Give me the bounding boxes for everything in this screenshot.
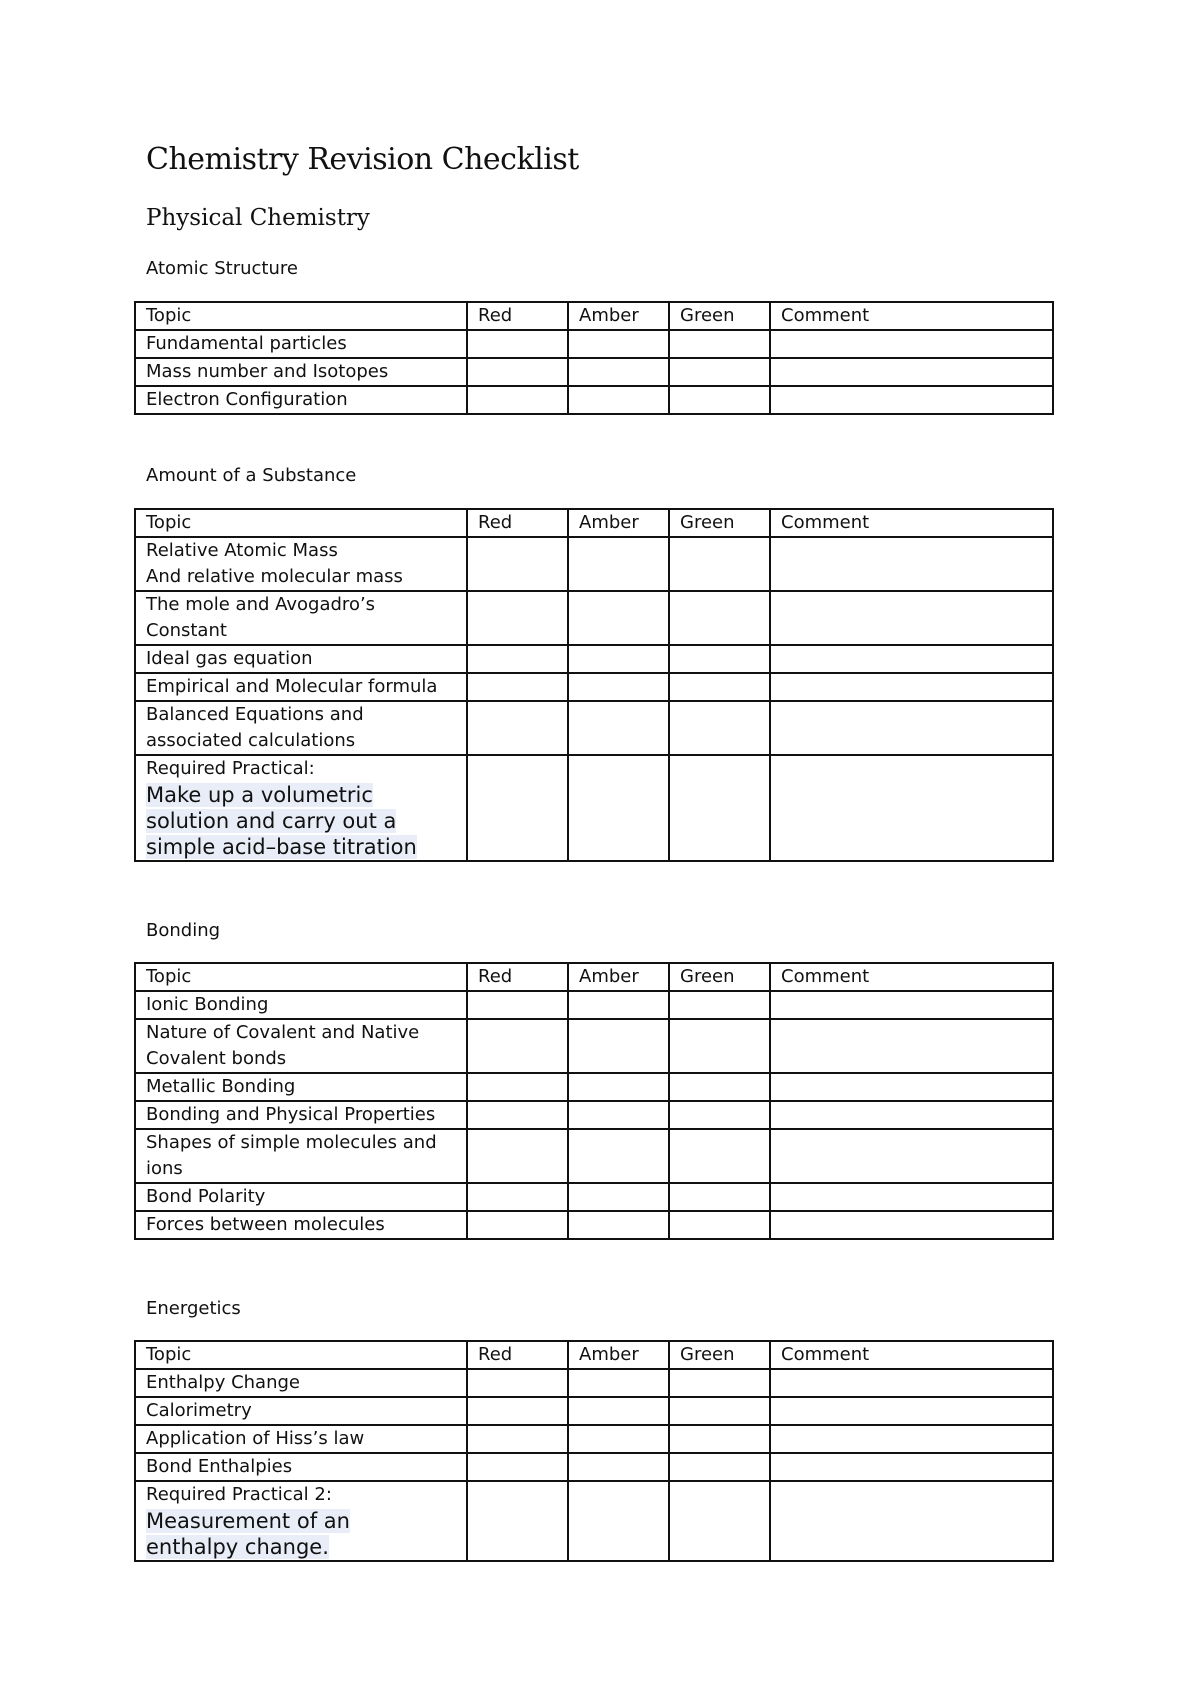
red-rating-cell[interactable] bbox=[467, 1183, 568, 1211]
amber-rating-cell[interactable] bbox=[568, 755, 669, 861]
green-rating-cell[interactable] bbox=[669, 1453, 770, 1481]
red-rating-cell[interactable] bbox=[467, 755, 568, 861]
page-title: Chemistry Revision Checklist bbox=[146, 142, 579, 177]
amber-rating-cell[interactable] bbox=[568, 330, 669, 358]
required-practical-detail: Measurement of an bbox=[146, 1509, 350, 1533]
table-row bbox=[135, 755, 1053, 861]
red-rating-cell[interactable] bbox=[467, 673, 568, 701]
topic-text: Constant bbox=[146, 620, 227, 641]
table-header-row bbox=[135, 302, 1053, 330]
topic-text: Electron Configuration bbox=[146, 389, 348, 410]
column-header-comment: Comment bbox=[770, 509, 1053, 537]
column-header-amber: Amber bbox=[568, 509, 669, 537]
topic-text: Required Practical: bbox=[146, 758, 315, 779]
topic-cell bbox=[135, 358, 467, 386]
topic-cell bbox=[135, 1183, 467, 1211]
amber-rating-cell[interactable] bbox=[568, 358, 669, 386]
topic-text: Application of Hiss’s law bbox=[146, 1428, 365, 1449]
red-rating-cell[interactable] bbox=[467, 645, 568, 673]
comment-rating-cell[interactable] bbox=[770, 1183, 1053, 1211]
topic-text: Bonding and Physical Properties bbox=[146, 1104, 436, 1125]
topic-text: Enthalpy Change bbox=[146, 1372, 300, 1393]
green-rating-cell[interactable] bbox=[669, 1211, 770, 1239]
topic-text: Bond Enthalpies bbox=[146, 1456, 293, 1477]
column-header-red: Red bbox=[467, 509, 568, 537]
green-rating-cell[interactable] bbox=[669, 1073, 770, 1101]
topic-cell bbox=[135, 1101, 467, 1129]
comment-rating-cell[interactable] bbox=[770, 1369, 1053, 1397]
topic-cell bbox=[135, 701, 467, 755]
column-header-green: Green bbox=[669, 509, 770, 537]
amber-rating-cell[interactable] bbox=[568, 1183, 669, 1211]
red-rating-cell[interactable] bbox=[467, 386, 568, 414]
comment-rating-cell[interactable] bbox=[770, 673, 1053, 701]
comment-rating-cell[interactable] bbox=[770, 645, 1053, 673]
required-practical-detail: enthalpy change. bbox=[146, 1535, 329, 1559]
table-header-row bbox=[135, 509, 1053, 537]
green-rating-cell[interactable] bbox=[669, 1019, 770, 1073]
green-rating-cell[interactable] bbox=[669, 386, 770, 414]
comment-rating-cell[interactable] bbox=[770, 358, 1053, 386]
section-heading-atomic-structure: Atomic Structure bbox=[146, 258, 298, 279]
column-header-topic: Topic bbox=[135, 1341, 467, 1369]
amber-rating-cell[interactable] bbox=[568, 386, 669, 414]
page-subtitle: Physical Chemistry bbox=[146, 205, 370, 231]
green-rating-cell[interactable] bbox=[669, 330, 770, 358]
column-header-red: Red bbox=[467, 963, 568, 991]
amber-rating-cell[interactable] bbox=[568, 1397, 669, 1425]
table-row bbox=[135, 673, 1053, 701]
column-header-green: Green bbox=[669, 302, 770, 330]
red-rating-cell[interactable] bbox=[467, 1453, 568, 1481]
amber-rating-cell[interactable] bbox=[568, 1481, 669, 1561]
amber-rating-cell[interactable] bbox=[568, 537, 669, 591]
checklist-table-atomic-structure bbox=[134, 301, 1054, 415]
red-rating-cell[interactable] bbox=[467, 358, 568, 386]
comment-rating-cell[interactable] bbox=[770, 755, 1053, 861]
table-row bbox=[135, 386, 1053, 414]
column-header-green: Green bbox=[669, 963, 770, 991]
green-rating-cell[interactable] bbox=[669, 1183, 770, 1211]
table-header-row bbox=[135, 1341, 1053, 1369]
red-rating-cell[interactable] bbox=[467, 591, 568, 645]
comment-rating-cell[interactable] bbox=[770, 1397, 1053, 1425]
topic-text: Bond Polarity bbox=[146, 1186, 266, 1207]
topic-cell bbox=[135, 386, 467, 414]
topic-cell bbox=[135, 1129, 467, 1183]
topic-text: Covalent bonds bbox=[146, 1048, 287, 1069]
topic-text: Shapes of simple molecules and bbox=[146, 1132, 437, 1153]
table-row bbox=[135, 1019, 1053, 1073]
table-row bbox=[135, 1183, 1053, 1211]
green-rating-cell[interactable] bbox=[669, 358, 770, 386]
amber-rating-cell[interactable] bbox=[568, 991, 669, 1019]
amber-rating-cell[interactable] bbox=[568, 1425, 669, 1453]
comment-rating-cell[interactable] bbox=[770, 1453, 1053, 1481]
amber-rating-cell[interactable] bbox=[568, 1453, 669, 1481]
topic-cell bbox=[135, 1425, 467, 1453]
red-rating-cell[interactable] bbox=[467, 1211, 568, 1239]
green-rating-cell[interactable] bbox=[669, 991, 770, 1019]
topic-cell bbox=[135, 591, 467, 645]
green-rating-cell[interactable] bbox=[669, 1397, 770, 1425]
topic-text: Ionic Bonding bbox=[146, 994, 269, 1015]
checklist-table-energetics bbox=[134, 1340, 1054, 1562]
topic-text: Required Practical 2: bbox=[146, 1484, 332, 1505]
topic-cell bbox=[135, 1073, 467, 1101]
section-heading-energetics: Energetics bbox=[146, 1298, 241, 1319]
comment-rating-cell[interactable] bbox=[770, 386, 1053, 414]
topic-text: Empirical and Molecular formula bbox=[146, 676, 438, 697]
table-row bbox=[135, 1397, 1053, 1425]
comment-rating-cell[interactable] bbox=[770, 991, 1053, 1019]
column-header-comment: Comment bbox=[770, 963, 1053, 991]
column-header-green: Green bbox=[669, 1341, 770, 1369]
table-row bbox=[135, 991, 1053, 1019]
green-rating-cell[interactable] bbox=[669, 537, 770, 591]
checklist-table-bonding bbox=[134, 962, 1054, 1240]
topic-text: Calorimetry bbox=[146, 1400, 252, 1421]
table-row bbox=[135, 1073, 1053, 1101]
topic-cell bbox=[135, 1369, 467, 1397]
column-header-amber: Amber bbox=[568, 963, 669, 991]
required-practical-detail: simple acid–base titration bbox=[146, 835, 417, 859]
comment-rating-cell[interactable] bbox=[770, 1019, 1053, 1073]
topic-text: Fundamental particles bbox=[146, 333, 347, 354]
red-rating-cell[interactable] bbox=[467, 991, 568, 1019]
topic-text: The mole and Avogadro’s bbox=[146, 594, 376, 615]
red-rating-cell[interactable] bbox=[467, 1073, 568, 1101]
section-heading-amount-of-a-substance: Amount of a Substance bbox=[146, 465, 357, 486]
red-rating-cell[interactable] bbox=[467, 1101, 568, 1129]
topic-cell bbox=[135, 537, 467, 591]
comment-rating-cell[interactable] bbox=[770, 1101, 1053, 1129]
green-rating-cell[interactable] bbox=[669, 1101, 770, 1129]
topic-cell bbox=[135, 330, 467, 358]
topic-text: And relative molecular mass bbox=[146, 566, 403, 587]
red-rating-cell[interactable] bbox=[467, 330, 568, 358]
topic-text: Nature of Covalent and Native bbox=[146, 1022, 420, 1043]
red-rating-cell[interactable] bbox=[467, 537, 568, 591]
comment-rating-cell[interactable] bbox=[770, 537, 1053, 591]
required-practical-detail: solution and carry out a bbox=[146, 809, 397, 833]
green-rating-cell[interactable] bbox=[669, 1425, 770, 1453]
column-header-red: Red bbox=[467, 302, 568, 330]
column-header-comment: Comment bbox=[770, 302, 1053, 330]
topic-text: Forces between molecules bbox=[146, 1214, 385, 1235]
green-rating-cell[interactable] bbox=[669, 1481, 770, 1561]
section-heading-bonding: Bonding bbox=[146, 920, 221, 941]
amber-rating-cell[interactable] bbox=[568, 645, 669, 673]
topic-cell bbox=[135, 991, 467, 1019]
table-row bbox=[135, 1425, 1053, 1453]
table-header-row bbox=[135, 963, 1053, 991]
table-row bbox=[135, 1211, 1053, 1239]
topic-cell bbox=[135, 1397, 467, 1425]
topic-text: associated calculations bbox=[146, 730, 356, 751]
green-rating-cell[interactable] bbox=[669, 645, 770, 673]
topic-text: Metallic Bonding bbox=[146, 1076, 296, 1097]
green-rating-cell[interactable] bbox=[669, 1129, 770, 1183]
green-rating-cell[interactable] bbox=[669, 673, 770, 701]
red-rating-cell[interactable] bbox=[467, 1019, 568, 1073]
green-rating-cell[interactable] bbox=[669, 1369, 770, 1397]
topic-text: Balanced Equations and bbox=[146, 704, 364, 725]
green-rating-cell[interactable] bbox=[669, 591, 770, 645]
column-header-amber: Amber bbox=[568, 1341, 669, 1369]
red-rating-cell[interactable] bbox=[467, 1129, 568, 1183]
comment-rating-cell[interactable] bbox=[770, 1211, 1053, 1239]
red-rating-cell[interactable] bbox=[467, 1397, 568, 1425]
topic-cell bbox=[135, 645, 467, 673]
amber-rating-cell[interactable] bbox=[568, 1129, 669, 1183]
comment-rating-cell[interactable] bbox=[770, 1481, 1053, 1561]
table-row bbox=[135, 701, 1053, 755]
amber-rating-cell[interactable] bbox=[568, 1019, 669, 1073]
red-rating-cell[interactable] bbox=[467, 1481, 568, 1561]
amber-rating-cell[interactable] bbox=[568, 591, 669, 645]
topic-cell bbox=[135, 1481, 467, 1561]
green-rating-cell[interactable] bbox=[669, 755, 770, 861]
table-row bbox=[135, 1101, 1053, 1129]
required-practical-detail: Make up a volumetric bbox=[146, 783, 373, 807]
comment-rating-cell[interactable] bbox=[770, 1425, 1053, 1453]
comment-rating-cell[interactable] bbox=[770, 1129, 1053, 1183]
topic-cell bbox=[135, 1019, 467, 1073]
table-row bbox=[135, 358, 1053, 386]
amber-rating-cell[interactable] bbox=[568, 701, 669, 755]
amber-rating-cell[interactable] bbox=[568, 673, 669, 701]
topic-cell bbox=[135, 1211, 467, 1239]
topic-text: Ideal gas equation bbox=[146, 648, 313, 669]
table-row bbox=[135, 1453, 1053, 1481]
green-rating-cell[interactable] bbox=[669, 701, 770, 755]
amber-rating-cell[interactable] bbox=[568, 1101, 669, 1129]
amber-rating-cell[interactable] bbox=[568, 1211, 669, 1239]
amber-rating-cell[interactable] bbox=[568, 1073, 669, 1101]
topic-cell bbox=[135, 1453, 467, 1481]
table-row bbox=[135, 645, 1053, 673]
topic-cell bbox=[135, 673, 467, 701]
topic-text: Relative Atomic Mass bbox=[146, 540, 338, 561]
red-rating-cell[interactable] bbox=[467, 1425, 568, 1453]
topic-text: Mass number and Isotopes bbox=[146, 361, 389, 382]
comment-rating-cell[interactable] bbox=[770, 591, 1053, 645]
table-row bbox=[135, 1369, 1053, 1397]
column-header-comment: Comment bbox=[770, 1341, 1053, 1369]
column-header-topic: Topic bbox=[135, 509, 467, 537]
table-row bbox=[135, 1129, 1053, 1183]
column-header-topic: Topic bbox=[135, 302, 467, 330]
topic-text: ions bbox=[146, 1158, 183, 1179]
table-row bbox=[135, 591, 1053, 645]
comment-rating-cell[interactable] bbox=[770, 701, 1053, 755]
table-row bbox=[135, 537, 1053, 591]
column-header-topic: Topic bbox=[135, 963, 467, 991]
comment-rating-cell[interactable] bbox=[770, 330, 1053, 358]
comment-rating-cell[interactable] bbox=[770, 1073, 1053, 1101]
red-rating-cell[interactable] bbox=[467, 701, 568, 755]
topic-cell bbox=[135, 755, 467, 861]
checklist-table-amount-of-a-substance bbox=[134, 508, 1054, 862]
table-row bbox=[135, 330, 1053, 358]
table-row bbox=[135, 1481, 1053, 1561]
column-header-red: Red bbox=[467, 1341, 568, 1369]
red-rating-cell[interactable] bbox=[467, 1369, 568, 1397]
amber-rating-cell[interactable] bbox=[568, 1369, 669, 1397]
column-header-amber: Amber bbox=[568, 302, 669, 330]
